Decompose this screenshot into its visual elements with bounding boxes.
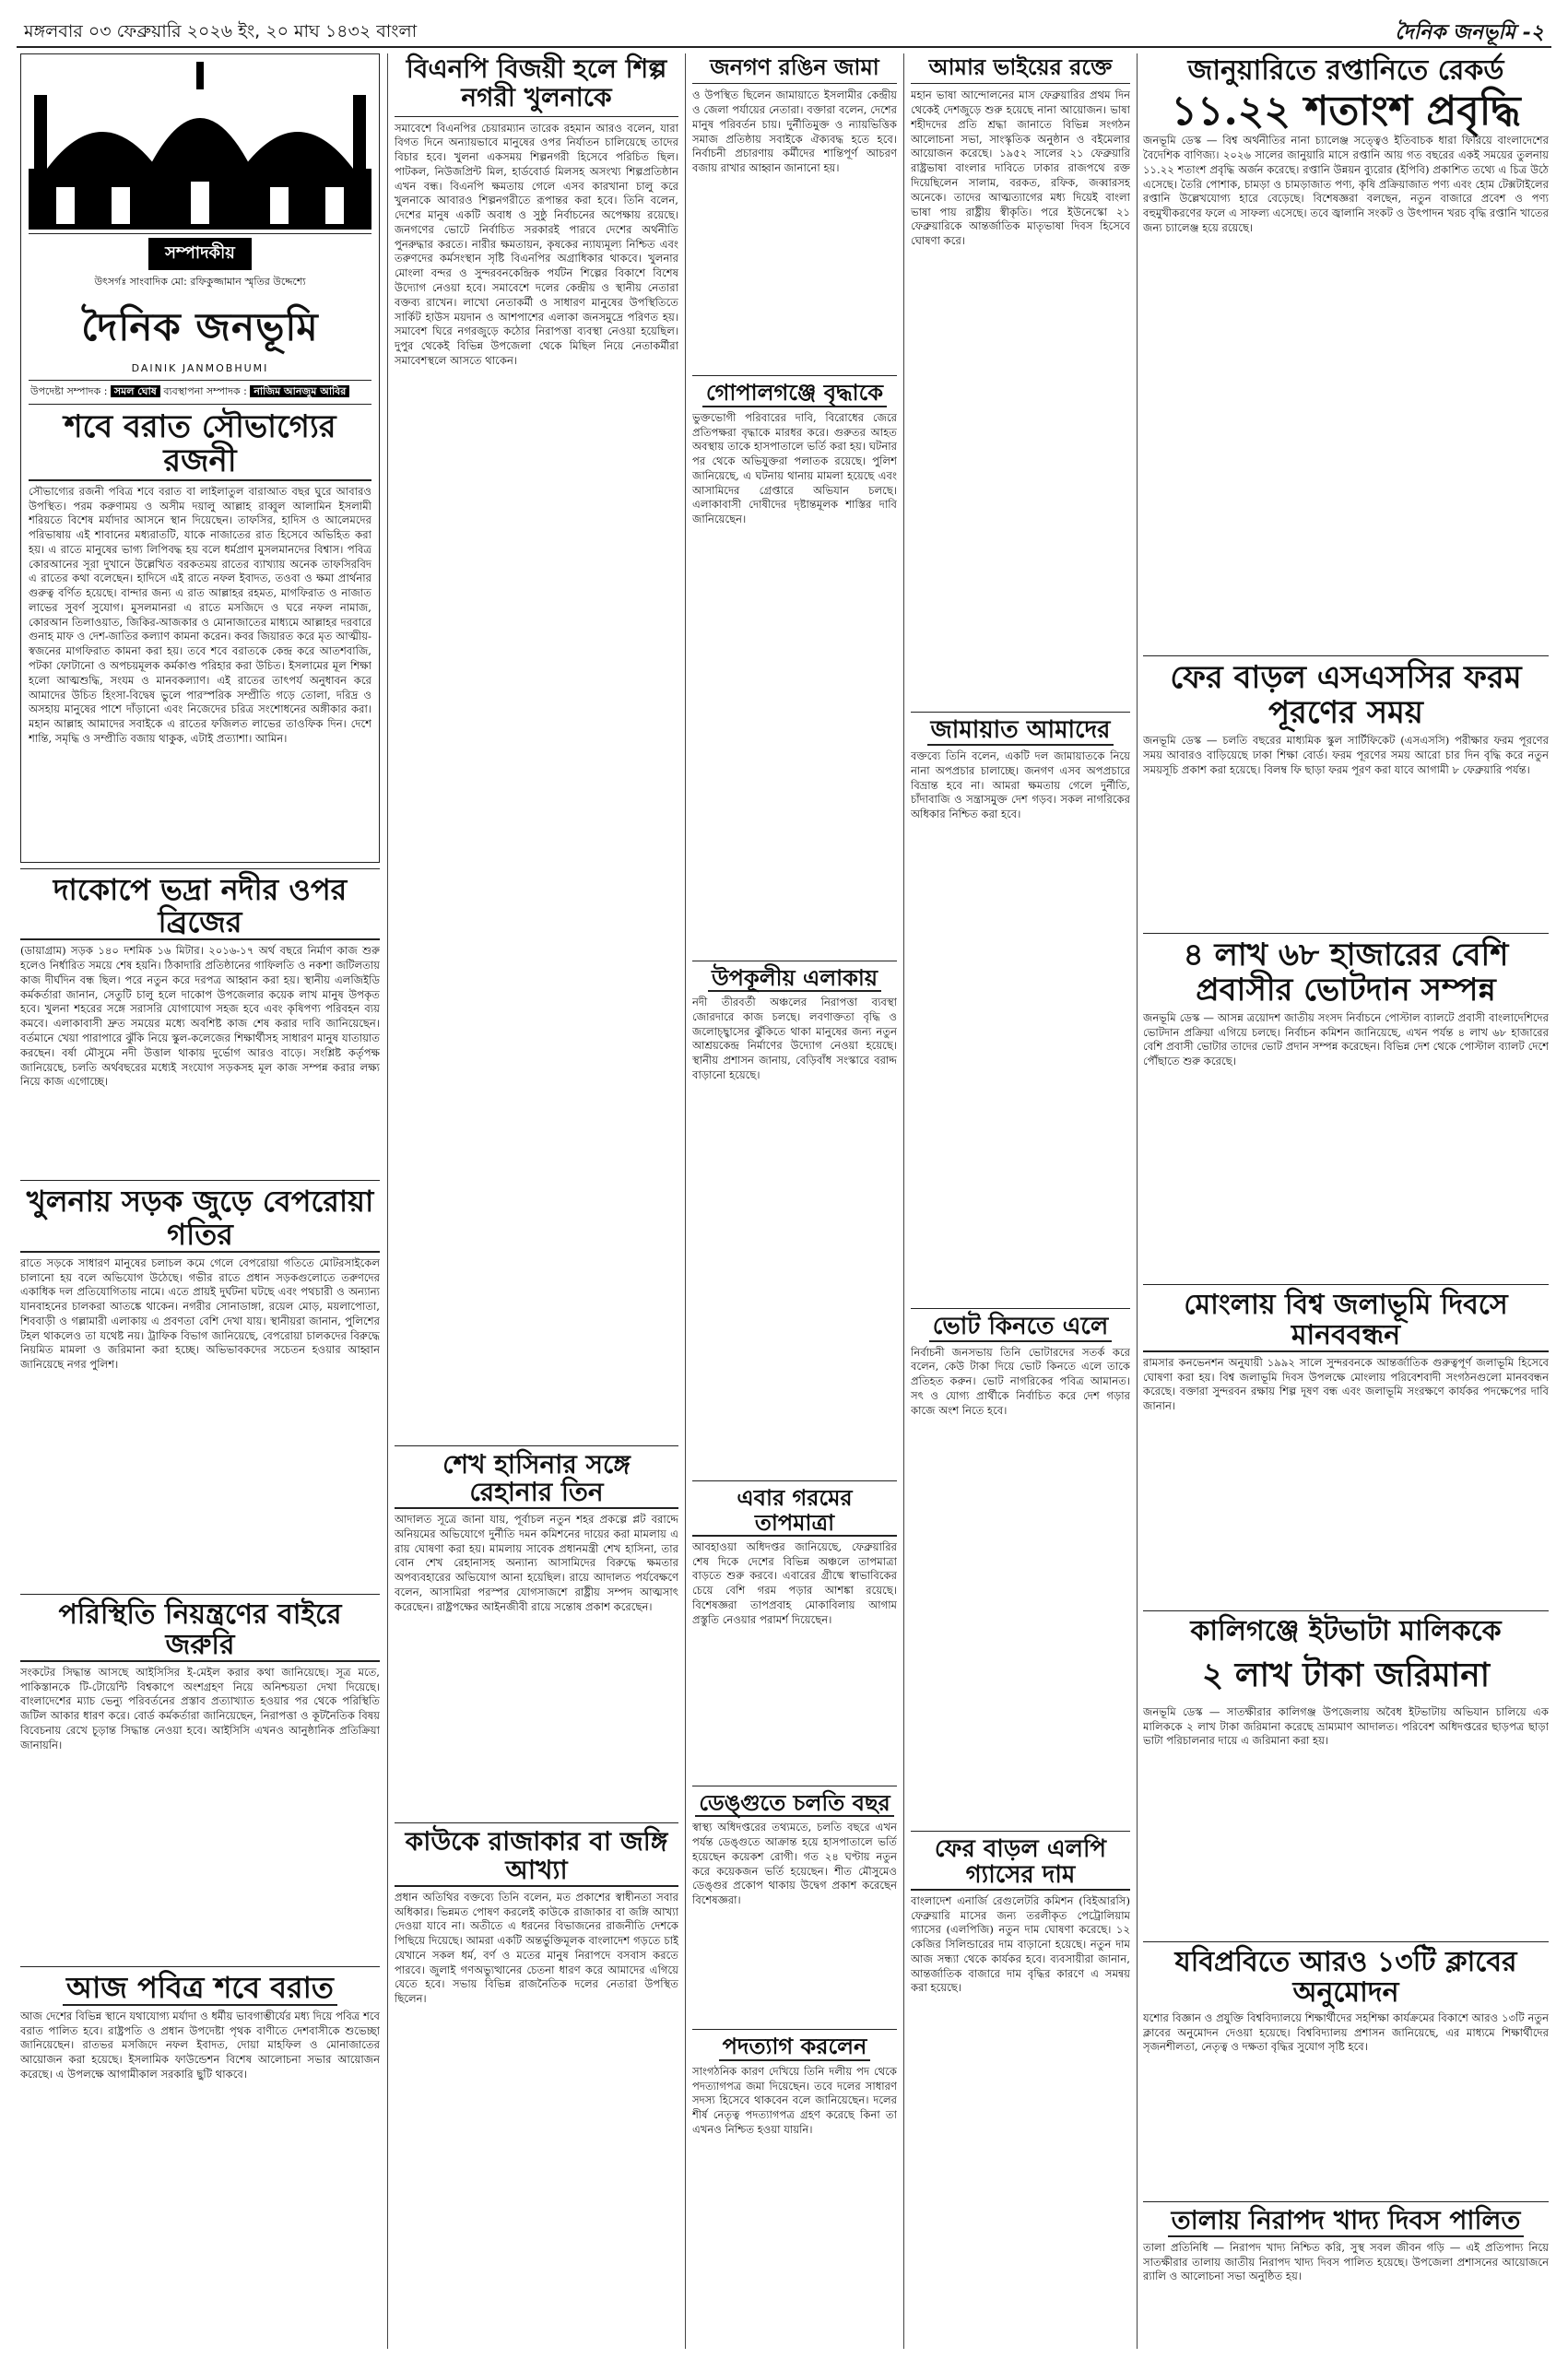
article-body: ও উপস্থিত ছিলেন জামায়াতে ইসলামীর কেন্দ্রীয় ও জেলা পর্যায়ের নেতারা। বক্তারা বলেন, দেশের মানুষ পরিবর্তন চায়। দুর্নীতিমুক্ত ও ন্যায়ভিত্তিক সমাজ প্রতিষ্ঠায় সবাইকে ঐক্যবদ্ধ হতে হবে। নির্বাচনী প্রচারণায় কর্মীদের শান্তিপূর্ণ আচরণ বজায় রাখার আহ্বান জানানো হয়।	[692, 88, 897, 175]
article-body: তালা প্রতিনিধি — নিরাপদ খাদ্য নিশ্চিত করি, সুস্থ সবল জীবন গড়ি — এই প্রতিপাদ্য নিয়ে সাতক্ষীরার তালায় জাতীয় নিরাপদ খাদ্য দিবস পালিত হয়েছে। উপজেলা প্রশাসনের আয়োজনে র‍্যালি ও আলোচনা সভা অনুষ্ঠিত হয়।	[1143, 2240, 1549, 2283]
paper-logo: দৈনিক জনভূমি	[81, 304, 319, 349]
column-5	[1143, 53, 1549, 2361]
column-divider	[685, 53, 686, 2349]
article-body: মহান ভাষা আন্দোলনের মাস ফেব্রুয়ারির প্রথম দিন থেকেই দেশজুড়ে শুরু হয়েছে নানা আয়োজন। ভাষা শহীদদের প্রতি শ্রদ্ধা জানাতে বিভিন্ন সংগঠন আলোচনা সভা, সাংস্কৃতিক অনুষ্ঠান ও বইমেলার আয়োজন করেছে। ১৯৫২ সালের ২১ ফেব্রুয়ারি রাষ্ট্রভাষা বাংলার দাবিতে ঢাকার রাজপথে রক্ত দিয়েছিলেন সালাম, বরকত, রফিক, জব্বারসহ অনেকে। তাদের আত্মত্যাগের মধ্য দিয়েই বাংলা ভাষা পায় রাষ্ট্রীয় স্বীকৃতি। পরে ইউনেস্কো ২১ ফেব্রুয়ারিকে আন্তর্জাতিক মাতৃভাষা দিবস হিসেবে ঘোষণা করে।	[911, 88, 1130, 248]
article-body: ভুক্তভোগী পরিবারের দাবি, বিরোধের জেরে প্রতিপক্ষরা বৃদ্ধাকে মারধর করে। গুরুতর আহত অবস্থায় তাকে হাসপাতালে ভর্তি করা হয়। ঘটনার পর থেকে অভিযুক্তরা পলাতক রয়েছে। পুলিশ জানিয়েছে, এ ঘটনায় থানায় মামলা হয়েছে এবং আসামিদের গ্রেপ্তারে অভিযান চলছে। এলাকাবাসী দোষীদের দৃষ্টান্তমূলক শাস্তির দাবি জানিয়েছেন।	[692, 410, 897, 526]
article-headline: ভোট কিনতে এলে	[911, 1314, 1130, 1342]
article-body: নির্বাচনী জনসভায় তিনি ভোটারদের সতর্ক করে বলেন, কেউ টাকা দিয়ে ভোট কিনতে এলে তাকে প্রতিহত করুন। ভোট নাগরিকের পবিত্র আমানত। সৎ ও যোগ্য প্রার্থীকে নির্বাচিত করে দেশ গড়ার কাজে অংশ নিতে হবে।	[911, 1345, 1130, 1417]
article-headline: ফের বাড়ল এলপি গ্যাসের দাম	[911, 1836, 1130, 1891]
article-headline: মোংলায় বিশ্ব জলাভূমি দিবসে মানববন্ধন	[1143, 1290, 1549, 1352]
credit-label: উপদেষ্টা সম্পাদক :	[30, 385, 108, 397]
article-body: রামসার কনভেনশন অনুযায়ী ১৯৯২ সালে সুন্দরবনকে আন্তর্জাতিক গুরুত্বপূর্ণ জলাভূমি হিসেবে ঘোষণা করা হয়। বিশ্ব জলাভূমি দিবস উপলক্ষে মোংলায় পরিবেশবাদী সংগঠনগুলো মানববন্ধন করেছে। বক্তারা সুন্দরবন রক্ষায় শিল্প দূষণ বন্ধ এবং জলাভূমি সংরক্ষণে কার্যকর পদক্ষেপের দাবি জানান।	[1143, 1355, 1549, 1413]
article-body: সংকটের সিদ্ধান্ত আসছে আইসিসির ই-মেইল করার কথা জানিয়েছে। সূত্র মতে, পাকিস্তানকে টি-টোয়েন্টি বিশ্বকাপে অংশগ্রহণ নিয়ে অনিশ্চয়তা দেখা দিয়েছে। বাংলাদেশের ম্যাচ ভেন্যু পরিবর্তনের প্রস্তাব প্রত্যাখ্যাত হওয়ার পর থেকে পরিস্থিতি জটিল আকার ধারণ করে। বোর্ড কর্মকর্তারা জানিয়েছেন, নিরাপত্তা ও কূটনৈতিক বিষয় বিবেচনায় রেখে চূড়ান্ত সিদ্ধান্ত নেওয়া হবে। আইসিসি এখনও আনুষ্ঠানিক প্রতিক্রিয়া জানায়নি।	[20, 1665, 380, 1751]
article-body: আবহাওয়া অধিদপ্তর জানিয়েছে, ফেব্রুয়ারির শেষ দিকে দেশের বিভিন্ন অঞ্চলে তাপমাত্রা বাড়তে শুরু করবে। এবারের গ্রীষ্মে স্বাভাবিকের চেয়ে বেশি গরম পড়ার আশঙ্কা রয়েছে। বিশেষজ্ঞরা তাপপ্রবাহ মোকাবিলায় আগাম প্রস্তুতি নেওয়ার পরামর্শ দিয়েছেন।	[692, 1539, 897, 1626]
newspaper-page	[17, 13, 1551, 2347]
article-headline: পরিস্থিতি নিয়ন্ত্রণের বাইরে জরুরি	[20, 1599, 380, 1662]
article-headline: কালিগঞ্জে ইটভাটা মালিককে	[1190, 1614, 1502, 1647]
article-headline: এবার গরমের তাপমাত্রা	[692, 1486, 897, 1537]
column-4	[911, 53, 1130, 2318]
article-body: জনভূমি ডেস্ক — আসন্ন ত্রয়োদশ জাতীয় সংসদ নির্বাচনে পোস্টাল ব্যালটে প্রবাসী বাংলাদেশিদের ভোটদান প্রক্রিয়া এগিয়ে চলছে। নির্বাচন কমিশন জানিয়েছে, এখন পর্যন্ত ৪ লাখ ৬৮ হাজারের বেশি প্রবাসী ভোটার তাদের ভোট প্রদান সম্পন্ন করেছেন। বিভিন্ন দেশ থেকে পোস্টাল ব্যালট দেশে পৌঁছাতে শুরু করেছে।	[1143, 1010, 1549, 1068]
article-headline: দাকোপে ভদ্রা নদীর ওপর ব্রিজের	[20, 874, 380, 940]
mosque-icon	[29, 58, 371, 230]
article-body: স্বাস্থ্য অধিদপ্তরের তথ্যমতে, চলতি বছরে এখন পর্যন্ত ডেঙ্গুতে আক্রান্ত হয়ে হাসপাতালে ভর্তি হয়েছেন কয়েকশ রোগী। গত ২৪ ঘণ্টায় নতুন করে কয়েকজন ভর্তি হয়েছেন। শীত মৌসুমেও ডেঙ্গুর প্রকোপ থাকায় উদ্বেগ প্রকাশ করেছেন বিশেষজ্ঞরা।	[692, 1821, 897, 1907]
editorial-caption: সম্পাদকীয়	[148, 238, 252, 270]
article-body: আজ দেশের বিভিন্ন স্থানে যথাযোগ্য মর্যাদা ও ধর্মীয় ভাবগাম্ভীর্যের মধ্য দিয়ে পবিত্র শবে বরাত পালিত হবে। রাষ্ট্রপতি ও প্রধান উপদেষ্টা পৃথক বাণীতে দেশবাসীকে শুভেচ্ছা জানিয়েছেন। রাতভর মসজিদে নফল ইবাদত, দোয়া মাহফিল ও মোনাজাতের আয়োজন করা হয়েছে। ইসলামিক ফাউন্ডেশন বিশেষ আলোচনা সভার আয়োজন করেছে। এ উপলক্ষে আগামীকাল সরকারি ছুটি থাকবে।	[20, 2009, 380, 2081]
article-body: রাতে সড়কে সাধারণ মানুষের চলাচল কমে গেলে বেপরোয়া গতিতে মোটরসাইকেল চালানো হয় বলে অভিযোগ উঠেছে। গভীর রাতে প্রধান সড়কগুলোতে তরুণদের একাধিক দল প্রতিযোগিতায় নামে। এতে প্রায়ই দুর্ঘটনা ঘটছে এবং পথচারী ও অন্যান্য যানবাহনের চালকরা আতঙ্কে থাকেন। নগরীর সোনাডাঙ্গা, রয়েল মোড়, ময়লাপোতা, শিববাড়ী ও গল্লামারী এলাকায় এ প্রবণতা বেশি দেখা যায়। স্থানীয়রা জানান, পুলিশের টহল থাকলেও তা যথেষ্ট নয়। ট্রাফিক বিভাগ জানিয়েছে, বেপরোয়া চালকদের বিরুদ্ধে নিয়মিত মামলা ও জরিমানা করা হচ্ছে। অভিভাবকদের সচেতন হওয়ার আহ্বান জানিয়েছে নগর পুলিশ।	[20, 1256, 380, 1372]
credit-bar	[29, 380, 371, 405]
column-2	[395, 53, 678, 2370]
credit-name: সমল ঘোষ	[111, 385, 160, 397]
article-body: বক্তব্যে তিনি বলেন, একটি দল জামায়াতকে নিয়ে নানা অপপ্রচার চালাচ্ছে। জনগণ এসব অপপ্রচারে বিভ্রান্ত হবে না। আমরা ক্ষমতায় গেলে দুর্নীতি, চাঁদাবাজি ও সন্ত্রাসমুক্ত দেশ গড়ব। সকল নাগরিকের অধিকার নিশ্চিত করা হবে।	[911, 749, 1130, 821]
article-headline: তালায় নিরাপদ খাদ্য দিবস পালিত	[1143, 2207, 1549, 2237]
column-divider	[903, 53, 904, 2349]
credit-name: নাজিম আনজুম আবির	[250, 385, 349, 397]
article-subheadline: ২ লাখ টাকা জরিমানা	[1201, 1655, 1491, 1694]
paper-page-label: দৈনিক জনভূমি -২	[1395, 20, 1544, 44]
column-divider	[387, 53, 388, 2349]
article-body: সমাবেশে বিএনপির চেয়ারম্যান তারেক রহমান আরও বলেন, যারা বিগত দিনে অন্যায়ভাবে মানুষের ওপর নির্যাতন চালিয়েছে তাদের বিচার হবে। খুলনা একসময় শিল্পনগরী হিসেবে পরিচিত ছিল। পাটকল, নিউজপ্রিন্ট মিল, হার্ডবোর্ড মিলসহ অসংখ্য শিল্পপ্রতিষ্ঠান এখন বন্ধ। বিএনপি ক্ষমতায় গেলে এসব কারখানা চালু করে খুলনাকে আবারও শিল্পনগরীতে রূপান্তর করা হবে। তিনি বলেন, দেশের মানুষ একটি অবাধ ও সুষ্ঠু নির্বাচনের অপেক্ষায় রয়েছে। জনগণের ভোটে নির্বাচিত সরকারই পারবে দেশের অর্থনীতি পুনরুদ্ধার করতে। নারীর ক্ষমতায়ন, কৃষকের ন্যায্যমূল্য নিশ্চিত এবং তরুণদের কর্মসংস্থান সৃষ্টি বিএনপির অগ্রাধিকার থাকবে। খুলনার মোংলা বন্দর ও সুন্দরবনকেন্দ্রিক পর্যটন শিল্পের বিকাশে বিশেষ উদ্যোগ নেওয়া হবে। সমাবেশে দলের কেন্দ্রীয় ও স্থানীয় নেতারা বক্তব্য রাখেন। লাখো নেতাকর্মী ও সাধারণ মানুষের উপস্থিতিতে সার্কিট হাউস ময়দান ও আশপাশের এলাকা জনসমুদ্রে পরিণত হয়। সমাবেশ ঘিরে নগরজুড়ে কঠোর নিরাপত্তা ব্যবস্থা নেওয়া হয়েছিল। দুপুর থেকেই বিভিন্ন উপজেলা থেকে মিছিল নিয়ে নেতাকর্মীরা সমাবেশস্থলে আসতে থাকেন।	[395, 121, 678, 367]
date-line: মঙ্গলবার ০৩ ফেব্রুয়ারি ২০২৬ ইং, ২০ মাঘ ১৪৩২ বাংলা	[24, 21, 418, 41]
article-body: সাংগঠনিক কারণ দেখিয়ে তিনি দলীয় পদ থেকে পদত্যাগপত্র জমা দিয়েছেন। তবে দলের সাধারণ সদস্য হিসেবে থাকবেন বলে জানিয়েছেন। দলের শীর্ষ নেতৃত্ব পদত্যাগপত্র গ্রহণ করেছে কিনা তা এখনও নিশ্চিত হওয়া যায়নি।	[692, 2064, 897, 2136]
article-body: আদালত সূত্রে জানা যায়, পূর্বাচল নতুন শহর প্রকল্পে প্লট বরাদ্দে অনিয়মের অভিযোগে দুর্নীতি দমন কমিশনের দায়ের করা মামলায় এ রায় ঘোষণা করা হয়। মামলায় সাবেক প্রধানমন্ত্রী শেখ হাসিনা, তার বোন শেখ রেহানাসহ অন্যান্য আসামিদের বিরুদ্ধে ক্ষমতার অপব্যবহারের অভিযোগ আনা হয়েছিল। রায়ে আদালত পর্যবেক্ষণে বলেন, আসামিরা পরস্পর যোগসাজশে রাষ্ট্রীয় সম্পদ আত্মসাৎ করেছেন। রাষ্ট্রপক্ষের আইনজীবী রায়ে সন্তোষ প্রকাশ করেছেন।	[395, 1513, 678, 1613]
article-headline: গোপালগঞ্জে বৃদ্ধাকে	[692, 381, 897, 407]
column-1	[20, 53, 380, 2222]
article-body: জনভূমি ডেস্ক — সাতক্ষীরার কালিগঞ্জ উপজেলায় অবৈধ ইটভাটায় অভিযান চালিয়ে এক মালিককে ২ লাখ টাকা জরিমানা করেছে ভ্রাম্যমাণ আদালত। পরিবেশ অধিদপ্তরের ছাড়পত্র ছাড়া ভাটা পরিচালনার দায়ে এ জরিমানা করা হয়।	[1143, 1704, 1549, 1748]
article-headline: খুলনায় সড়ক জুড়ে বেপরোয়া গতির	[20, 1185, 380, 1252]
editorial-box	[20, 53, 380, 863]
article-body: জনভূমি ডেস্ক — চলতি বছরের মাধ্যমিক স্কুল সার্টিফিকেট (এসএসসি) পরীক্ষার ফরম পূরণের সময় আবারও বাড়িয়েছে ঢাকা শিক্ষা বোর্ড। ফরম পূরণের সময় আরো চার দিন বৃদ্ধি করে নতুন সময়সূচি প্রকাশ করা হয়েছে। বিলম্ব ফি ছাড়া ফরম পূরণ করা যাবে আগামী ৮ ফেব্রুয়ারি পর্যন্ত।	[1143, 734, 1549, 776]
editorial-headline: শবে বরাত সৌভাগ্যের রজনী	[29, 410, 371, 481]
article-headline: ৪ লাখ ৬৮ হাজারের বেশি প্রবাসীর ভোটদান সম্পন্ন	[1183, 937, 1509, 1008]
article-headline: জানুয়ারিতে রপ্তানিতে রেকর্ড	[1187, 54, 1504, 87]
article-headline: ফের বাড়ল এসএসসির ফরম পূরণের সময়	[1170, 659, 1522, 731]
page-header	[17, 13, 1551, 48]
article-headline: পদত্যাগ করলেন	[692, 2034, 897, 2060]
article-headline: কাউকে রাজাকার বা জঙ্গি আখ্যা	[395, 1828, 678, 1887]
article-subheadline: ১১.২২ শতাংশ প্রবৃদ্ধি	[1171, 88, 1521, 135]
article-body: যশোর বিজ্ঞান ও প্রযুক্তি বিশ্ববিদ্যালয়ে শিক্ষার্থীদের সহশিক্ষা কার্যক্রমের বিকাশে আরও ১৩টি নতুন ক্লাবের অনুমোদন দেওয়া হয়েছে। বিশ্ববিদ্যালয় প্রশাসন জানিয়েছে, এর মাধ্যমে শিক্ষার্থীদের সৃজনশীলতা, নেতৃত্ব ও দক্ষতা বৃদ্ধির সুযোগ সৃষ্টি হবে।	[1143, 2010, 1549, 2054]
article-body: নদী তীরবর্তী অঞ্চলের নিরাপত্তা ব্যবস্থা জোরদারে কাজ চলছে। লবণাক্ততা বৃদ্ধি ও জলোচ্ছ্বাসের ঝুঁকিতে থাকা মানুষের জন্য নতুন আশ্রয়কেন্দ্র নির্মাণের উদ্যোগ নেওয়া হয়েছে। স্থানীয় প্রশাসন জানায়, বেড়িবাঁধ সংস্কারে বরাদ্দ বাড়ানো হয়েছে।	[692, 996, 897, 1081]
article-headline: বিএনপি বিজয়ী হলে শিল্প নগরী খুলনাকে	[406, 53, 667, 112]
credit-label: ব্যবস্থাপনা সম্পাদক :	[163, 385, 247, 397]
column-divider	[1137, 53, 1138, 2349]
paper-logo-en: DAINIK JANMOBHUMI	[131, 362, 269, 374]
article-body: প্রধান অতিথির বক্তব্যে তিনি বলেন, মত প্রকাশের স্বাধীনতা সবার অধিকার। ভিন্নমত পোষণ করলেই কাউকে রাজাকার বা জঙ্গি আখ্যা দেওয়া যাবে না। অতীতে এ ধরনের বিভাজনের রাজনীতি দেশকে পিছিয়ে দিয়েছে। আমরা একটি অন্তর্ভুক্তিমূলক বাংলাদেশ গড়তে চাই যেখানে সকল ধর্ম, বর্ণ ও মতের মানুষ নিরাপদে বসবাস করতে পারবে। জুলাই গণঅভ্যুত্থানের চেতনা ধারণ করে আমাদের এগিয়ে যেতে হবে। সভায় বিভিন্ন রাজনৈতিক দলের নেতারা উপস্থিত ছিলেন।	[395, 1890, 678, 2006]
article-headline: উপকূলীয় এলাকায়	[692, 966, 897, 992]
article-headline: জামায়াত আমাদের	[911, 717, 1130, 746]
column-3	[692, 53, 897, 2341]
article-body: (ডায়াগ্রাম) সড়ক ১৪০ দশমিক ১৬ মিটার। ২০১৬-১৭ অর্থ বছরে নির্মাণ কাজ শুরু হলেও নির্ধারিত সময়ে শেষ হয়নি। ঠিকাদারি প্রতিষ্ঠানের গাফিলতি ও নকশা জটিলতায় কাজ দীর্ঘদিন বন্ধ ছিল। পরে নতুন করে দরপত্র আহ্বান করা হয়। স্থানীয় এলজিইডি কর্মকর্তারা জানান, সেতুটি চালু হলে দাকোপ উপজেলার কয়েক লাখ মানুষ উপকৃত হবে। খুলনা শহরের সঙ্গে সরাসরি যোগাযোগ সহজ হবে এবং কৃষিপণ্য পরিবহন ব্যয় কমবে। এলাকাবাসী দ্রুত সময়ের মধ্যে অবশিষ্ট কাজ শেষ করার দাবি জানিয়েছেন। বর্তমানে খেয়া পারাপারে ঝুঁকি নিয়ে স্কুল-কলেজের শিক্ষার্থীসহ সাধারণ মানুষ যাতায়াত করছেন। বর্ষা মৌসুমে নদী উত্তাল থাকায় দুর্ভোগ আরও বাড়ে। সংশ্লিষ্ট কর্তৃপক্ষ জানিয়েছে, চলতি অর্থবছরের মধ্যেই সংযোগ সড়কসহ মূল কাজ সম্পন্ন করার লক্ষ্য নিয়ে কাজ এগোচ্ছে।	[20, 944, 380, 1089]
article-headline: আজ পবিত্র শবে বরাত	[20, 1972, 380, 2006]
editorial-body: সৌভাগ্যের রজনী পবিত্র শবে বরাত বা লাইলাতুল বারাআত বছর ঘুরে আবারও উপস্থিত। পরম করুণাময় ও অসীম দয়ালু আল্লাহ রাব্বুল আলামিন ইসলামী শরিয়তে বিশেষ মর্যাদার আসনে স্থান দিয়েছেন। তাফসির, হাদিস ও আলেমদের পরিভাষায় এই শাবানের মধ্যরাতটি, যাকে নাজাতের রাত হিসেবে অভিহিত করা হয়। এ রাতে মানুষের ভাগ্য লিপিবদ্ধ হয় বলে ধর্মপ্রাণ মুসলমানদের বিশ্বাস। পবিত্র কোরআনের সূরা দুখানে উল্লেখিত বরকতময় রাতের ব্যাখ্যায় অনেক তাফসিরবিদ এ রাতের কথা বলেছেন। হাদিসে এই রাতে নফল ইবাদত, তওবা ও ক্ষমা প্রার্থনার গুরুত্ব বর্ণিত হয়েছে। বান্দার জন্য এ রাত আল্লাহর রহমত, মাগফিরাত ও নাজাত লাভের সুবর্ণ সুযোগ। মুসলমানরা এ রাতে মসজিদে ও ঘরে নফল নামাজ, কোরআন তিলাওয়াত, জিকির-আজকার ও মোনাজাতের মাধ্যমে আল্লাহর দরবারে গুনাহ মাফ ও দেশ-জাতির কল্যাণ কামনা করেন। কবর জিয়ারত করে মৃত আত্মীয়-স্বজনের মাগফিরাত কামনা করা হয়। তবে শবে বরাতকে কেন্দ্র করে আতশবাজি, পটকা ফোটানো ও অপচয়মূলক কর্মকাণ্ড পরিহার করা উচিত। ইসলামের মূল শিক্ষা হলো আত্মশুদ্ধি, সংযম ও মানবকল্যাণ। এই রাতের তাৎপর্য অনুধাবন করে আমাদের উচিত হিংসা-বিদ্বেষ ভুলে পারস্পরিক সম্প্রীতি গড়ে তোলা, দরিদ্র ও অসহায় মানুষের পাশে দাঁড়ানো এবং নিজেদের চরিত্র সংশোধনের অঙ্গীকার করা। মহান আল্লাহ আমাদের সবাইকে এ রাতের ফজিলত লাভের তাওফিক দিন। দেশে শান্তি, সমৃদ্ধি ও সম্প্রীতি বজায় থাকুক, এটাই প্রত্যাশা। আমিন।	[29, 484, 371, 745]
article-body: জনভূমি ডেস্ক — বিশ্ব অর্থনীতির নানা চ্যালেঞ্জ সত্ত্বেও ইতিবাচক ধারা ফিরিয়ে বাংলাদেশের বৈদেশিক বাণিজ্য। ২০২৬ সালের জানুয়ারি মাসে রপ্তানি আয় গত বছরের একই সময়ের তুলনায় ১১.২২ শতাংশ প্রবৃদ্ধি অর্জন করেছে। রপ্তানি উন্নয়ন ব্যুরোর (ইপিবি) প্রকাশিত তথ্যে এ চিত্র উঠে এসেছে। তৈরি পোশাক, চামড়া ও চামড়াজাত পণ্য, কৃষি প্রক্রিয়াজাত পণ্য এবং হোম টেক্সটাইলের রপ্তানি উল্লেখযোগ্য হারে বেড়েছে। বিশেষজ্ঞরা বলছেন, নতুন বাজারে প্রবেশ ও পণ্য বহুমুখীকরণের ফলে এ সাফল্য এসেছে। তবে জ্বালানি সংকট ও উৎপাদন খরচ বৃদ্ধি রপ্তানি খাতের জন্য চ্যালেঞ্জ হয়ে রয়েছে।	[1143, 134, 1549, 234]
article-headline: শেখ হাসিনার সঙ্গে রেহানার তিন	[395, 1451, 678, 1510]
article-headline: ডেঙ্গুতে চলতি বছর	[692, 1791, 897, 1817]
editorial-tagline: উৎসর্গঃ সাংবাদিক মো: রফিকুজ্জামান স্মৃতির উদ্দেশ্যে	[94, 276, 306, 288]
article-headline: আমার ভাইয়ের রক্তে	[928, 53, 1113, 80]
mosque-illustration	[29, 58, 371, 234]
editorial-masthead	[29, 234, 371, 374]
article-headline: যবিপ্রবিতে আরও ১৩টি ক্লাবের অনুমোদন	[1174, 1945, 1517, 2009]
article-body: বাংলাদেশ এনার্জি রেগুলেটরি কমিশন (বিইআরসি) ফেব্রুয়ারি মাসের জন্য তরলীকৃত পেট্রোলিয়াম গ্যাসের (এলপিজি) নতুন দাম ঘোষণা করেছে। ১২ কেজির সিলিন্ডারের দাম বাড়ানো হয়েছে। নতুন দাম আজ সন্ধ্যা থেকে কার্যকর হবে। ব্যবসায়ীরা জানান, আন্তর্জাতিক বাজারে দাম বৃদ্ধির কারণে এ সমন্বয় করা হয়েছে।	[911, 1893, 1130, 1995]
article-headline: জনগণ রঙিন জামা	[710, 53, 879, 80]
